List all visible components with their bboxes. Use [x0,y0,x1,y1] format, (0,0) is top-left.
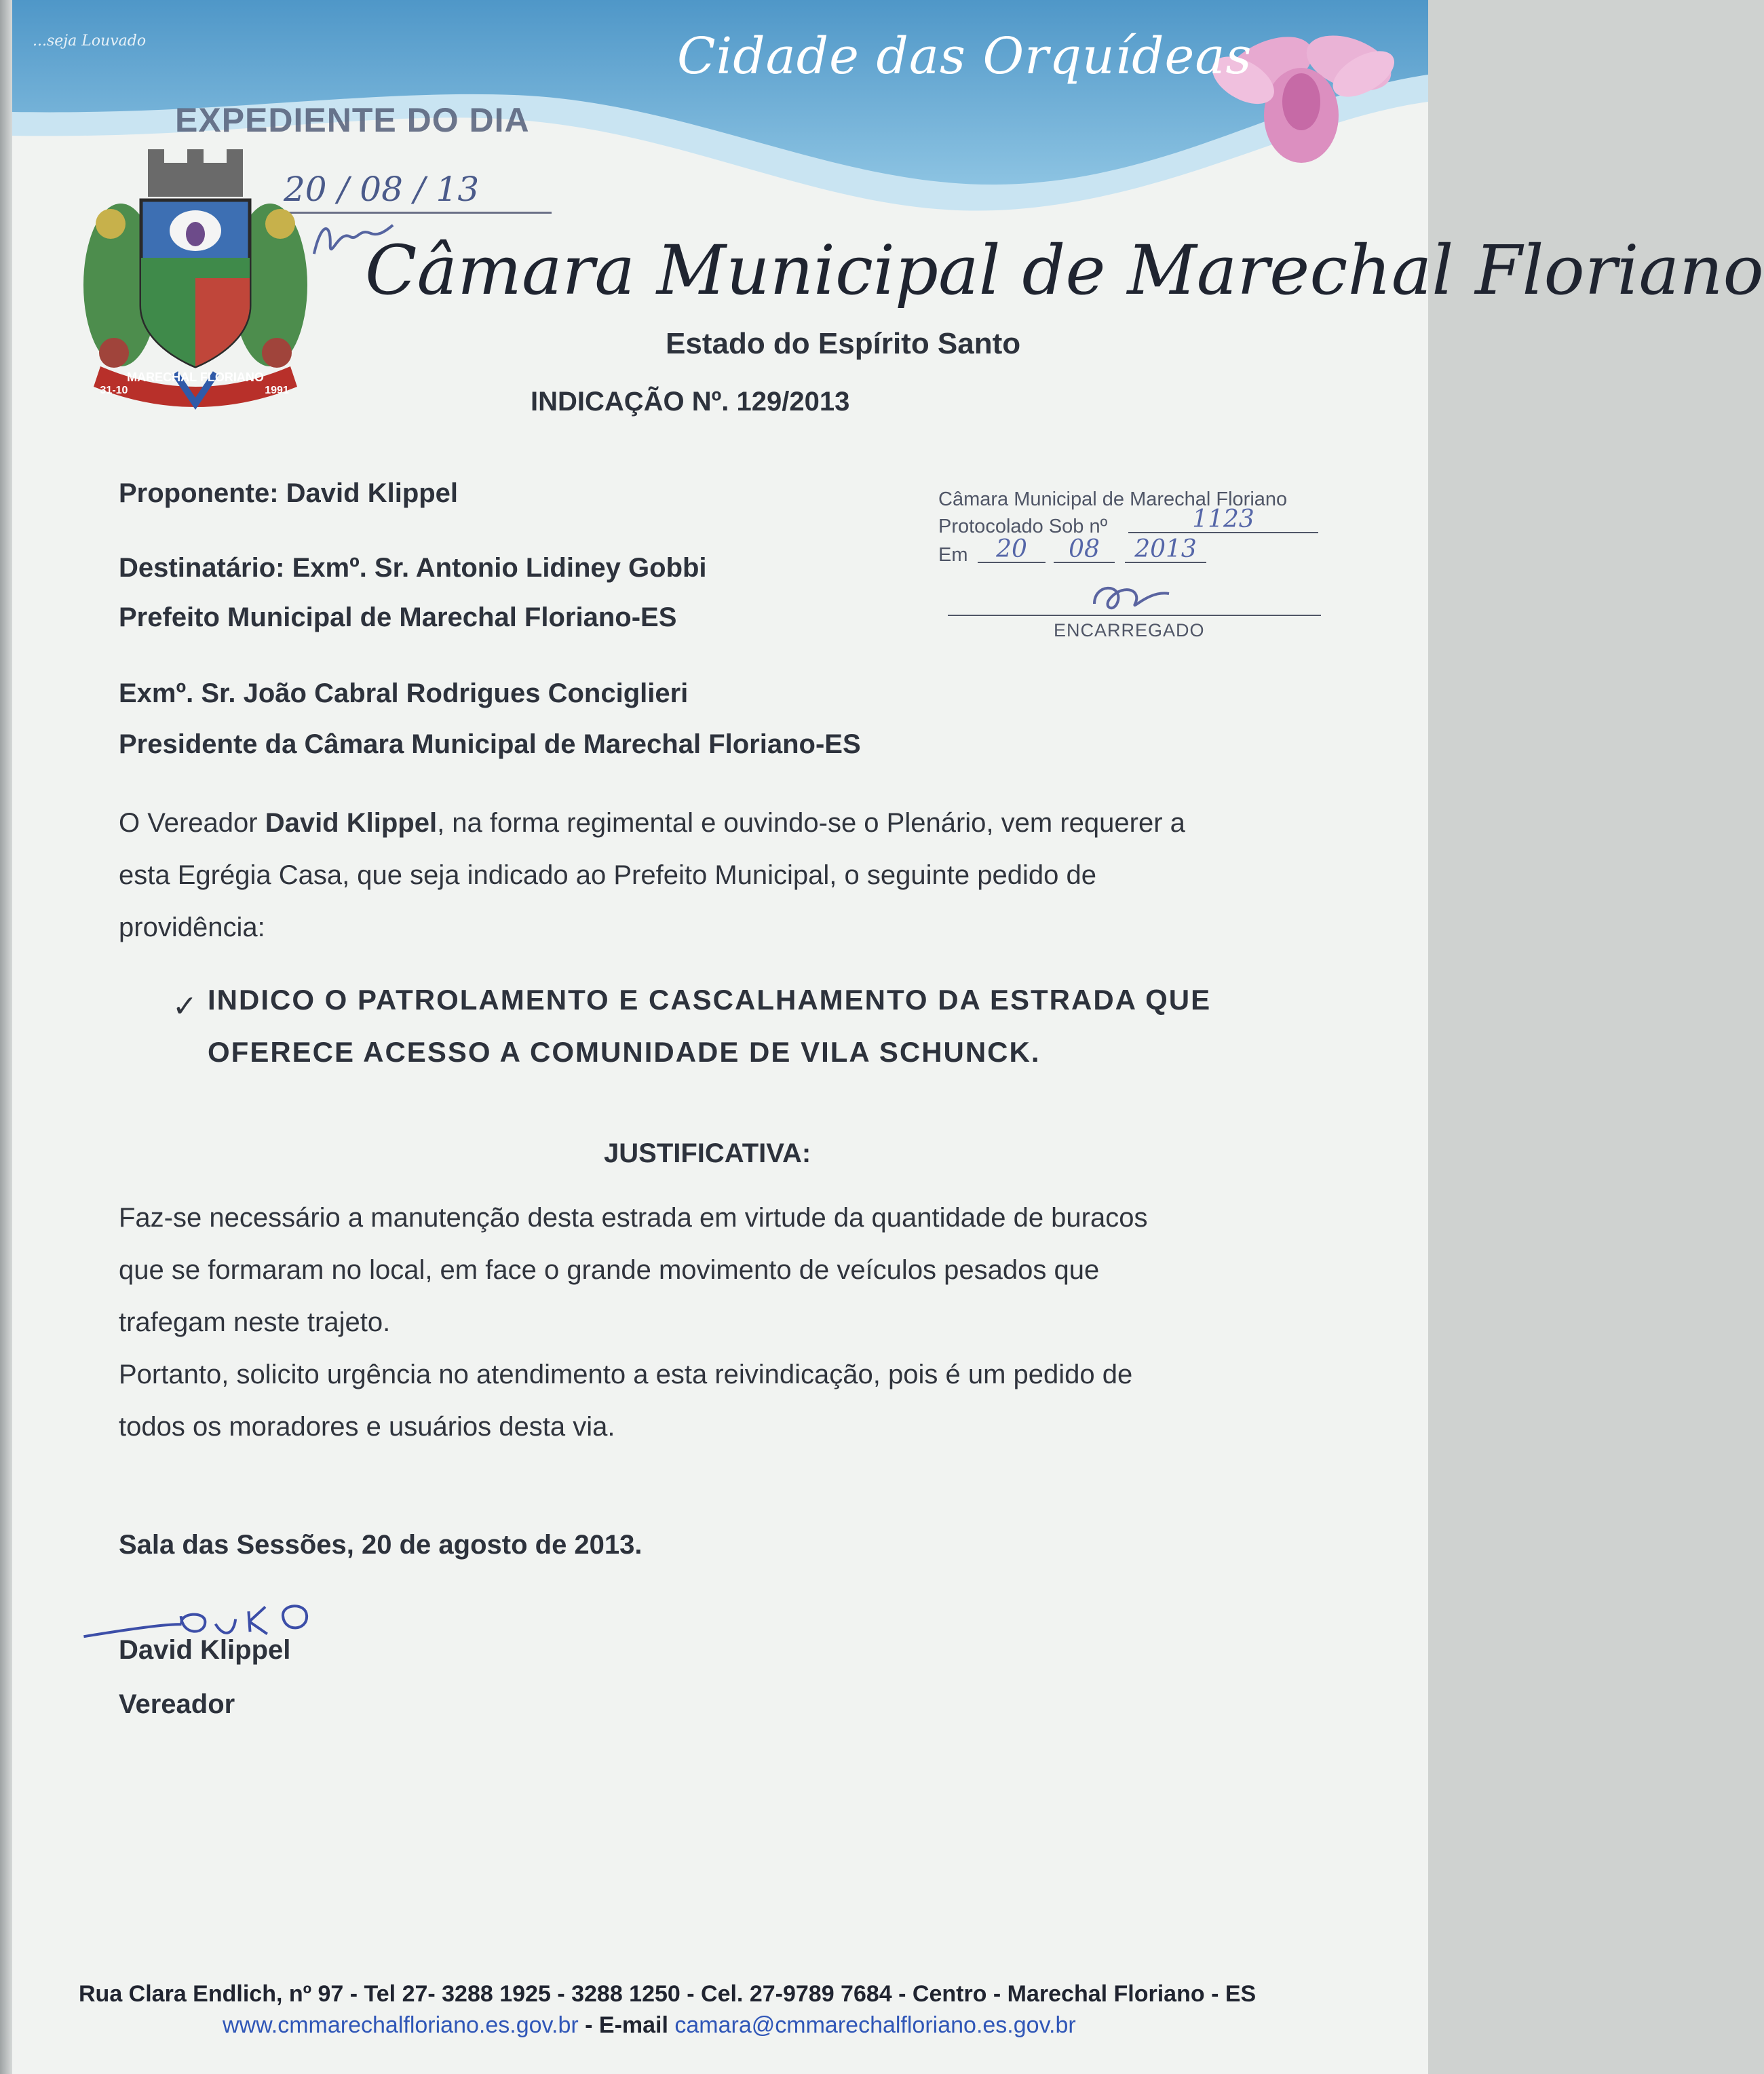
footer-website-link[interactable]: www.cmmarechalfloriano.es.gov.br [223,2012,579,2038]
expediente-underline [284,212,552,214]
request-item [208,974,1330,1078]
coat-ribbon-date-right: 1991 [265,385,289,396]
coat-of-arms-logo [73,142,318,414]
recipient-line-2: Prefeito Municipal de Marechal Floriano-ES [119,602,677,632]
stamp-role: ENCARREGADO [1054,620,1205,640]
intro-paragraph [119,797,1323,954]
stamp-date-day: 20 [978,537,1046,563]
recipient2-line-1: Exmº. Sr. João Cabral Rodrigues Conciglieri [119,678,689,708]
intro-councilor-name: David Klippel [265,808,438,838]
footer-address: Rua Clara Endlich, nº 97 - Tel 27- 3288 1925 - 3288 1250 - Cel. 27-9789 7684 - Centro - Marechal Floriano - ES [79,1981,1257,2007]
coat-ribbon-date-left: 31-10 [100,385,128,396]
recipient2-line-2: Presidente da Câmara Municipal de Marechal Floriano-ES [119,729,861,759]
header-motto: ...seja Louvado [33,33,147,50]
expediente-stamp-label: EXPEDIENTE DO DIA [175,101,530,139]
justification-line-3: trafegam neste trajeto. [119,1307,391,1337]
justification-line-5: todos os moradores e usuários desta via. [119,1412,615,1442]
justification-line-2: que se formaram no local, em face o grande movimento de veículos pesados que [119,1255,1100,1285]
request-line-1: INDICO O PATROLAMENTO E CASCALHAMENTO DA ESTRADA QUE [208,984,1212,1016]
stamp-protocol-number: 1123 [1128,507,1318,533]
footer-contacts [223,2012,1076,2039]
justification-line-1: Faz-se necessário a manutenção desta estrada em virtude da quantidade de buracos [119,1203,1148,1233]
closing-place-date: Sala das Sessões, 20 de agosto de 2013. [119,1530,643,1560]
protocol-stamp [925,488,1345,645]
stamp-date-label: Em [938,544,968,566]
coat-ribbon-text: MARECHAL FLORIANO [127,370,264,384]
proponent: Proponente: David Klippel [119,478,459,508]
chamber-name: Câmara Municipal de Marechal Floriano [365,231,1764,310]
stamp-signature-line [948,615,1321,616]
document-page [12,0,1764,2074]
signer-role: Vereador [119,1689,235,1719]
intro-text: , na forma regimental e ouvindo-se o Plenário, vem requerer a [437,808,1185,838]
binding-edge [0,0,12,2074]
intro-line-2: esta Egrégia Casa, que seja indicado ao Prefeito Municipal, o seguinte pedido de [119,860,1096,890]
intro-text: O Vereador [119,808,265,838]
state-name: Estado do Espírito Santo [666,327,1021,360]
footer-email-link[interactable]: camara@cmmarechalfloriano.es.gov.br [674,2012,1076,2038]
stamp-signature [1088,577,1176,617]
request-line-2: OFERECE ACESSO A COMUNIDADE DE VILA SCHUNCK. [208,1036,1041,1068]
document-title: INDICAÇÃO Nº. 129/2013 [531,387,850,417]
recipient-line-1: Destinatário: Exmº. Sr. Antonio Lidiney Gobbi [119,553,707,583]
stamp-institution: Câmara Municipal de Marechal Floriano [938,488,1288,510]
city-slogan: Cidade das Orquídeas [677,27,1252,85]
justification-paragraph [119,1192,1323,1453]
expediente-date: 20 / 08 / 13 [284,170,480,209]
checkmark-icon: ✓ [172,990,197,1023]
stamp-date-month: 08 [1054,537,1115,563]
stamp-date-year: 2013 [1125,537,1206,563]
intro-line-3: providência: [119,913,265,942]
justification-line-4: Portanto, solicito urgência no atendimento a esta reivindicação, pois é um pedido de [119,1360,1133,1389]
stamp-protocol-label: Protocolado Sob nº [938,516,1108,537]
justification-title: JUSTIFICATIVA: [604,1138,811,1168]
signer-name: David Klippel [119,1635,291,1665]
footer-email-label: - E-mail [578,2012,675,2038]
